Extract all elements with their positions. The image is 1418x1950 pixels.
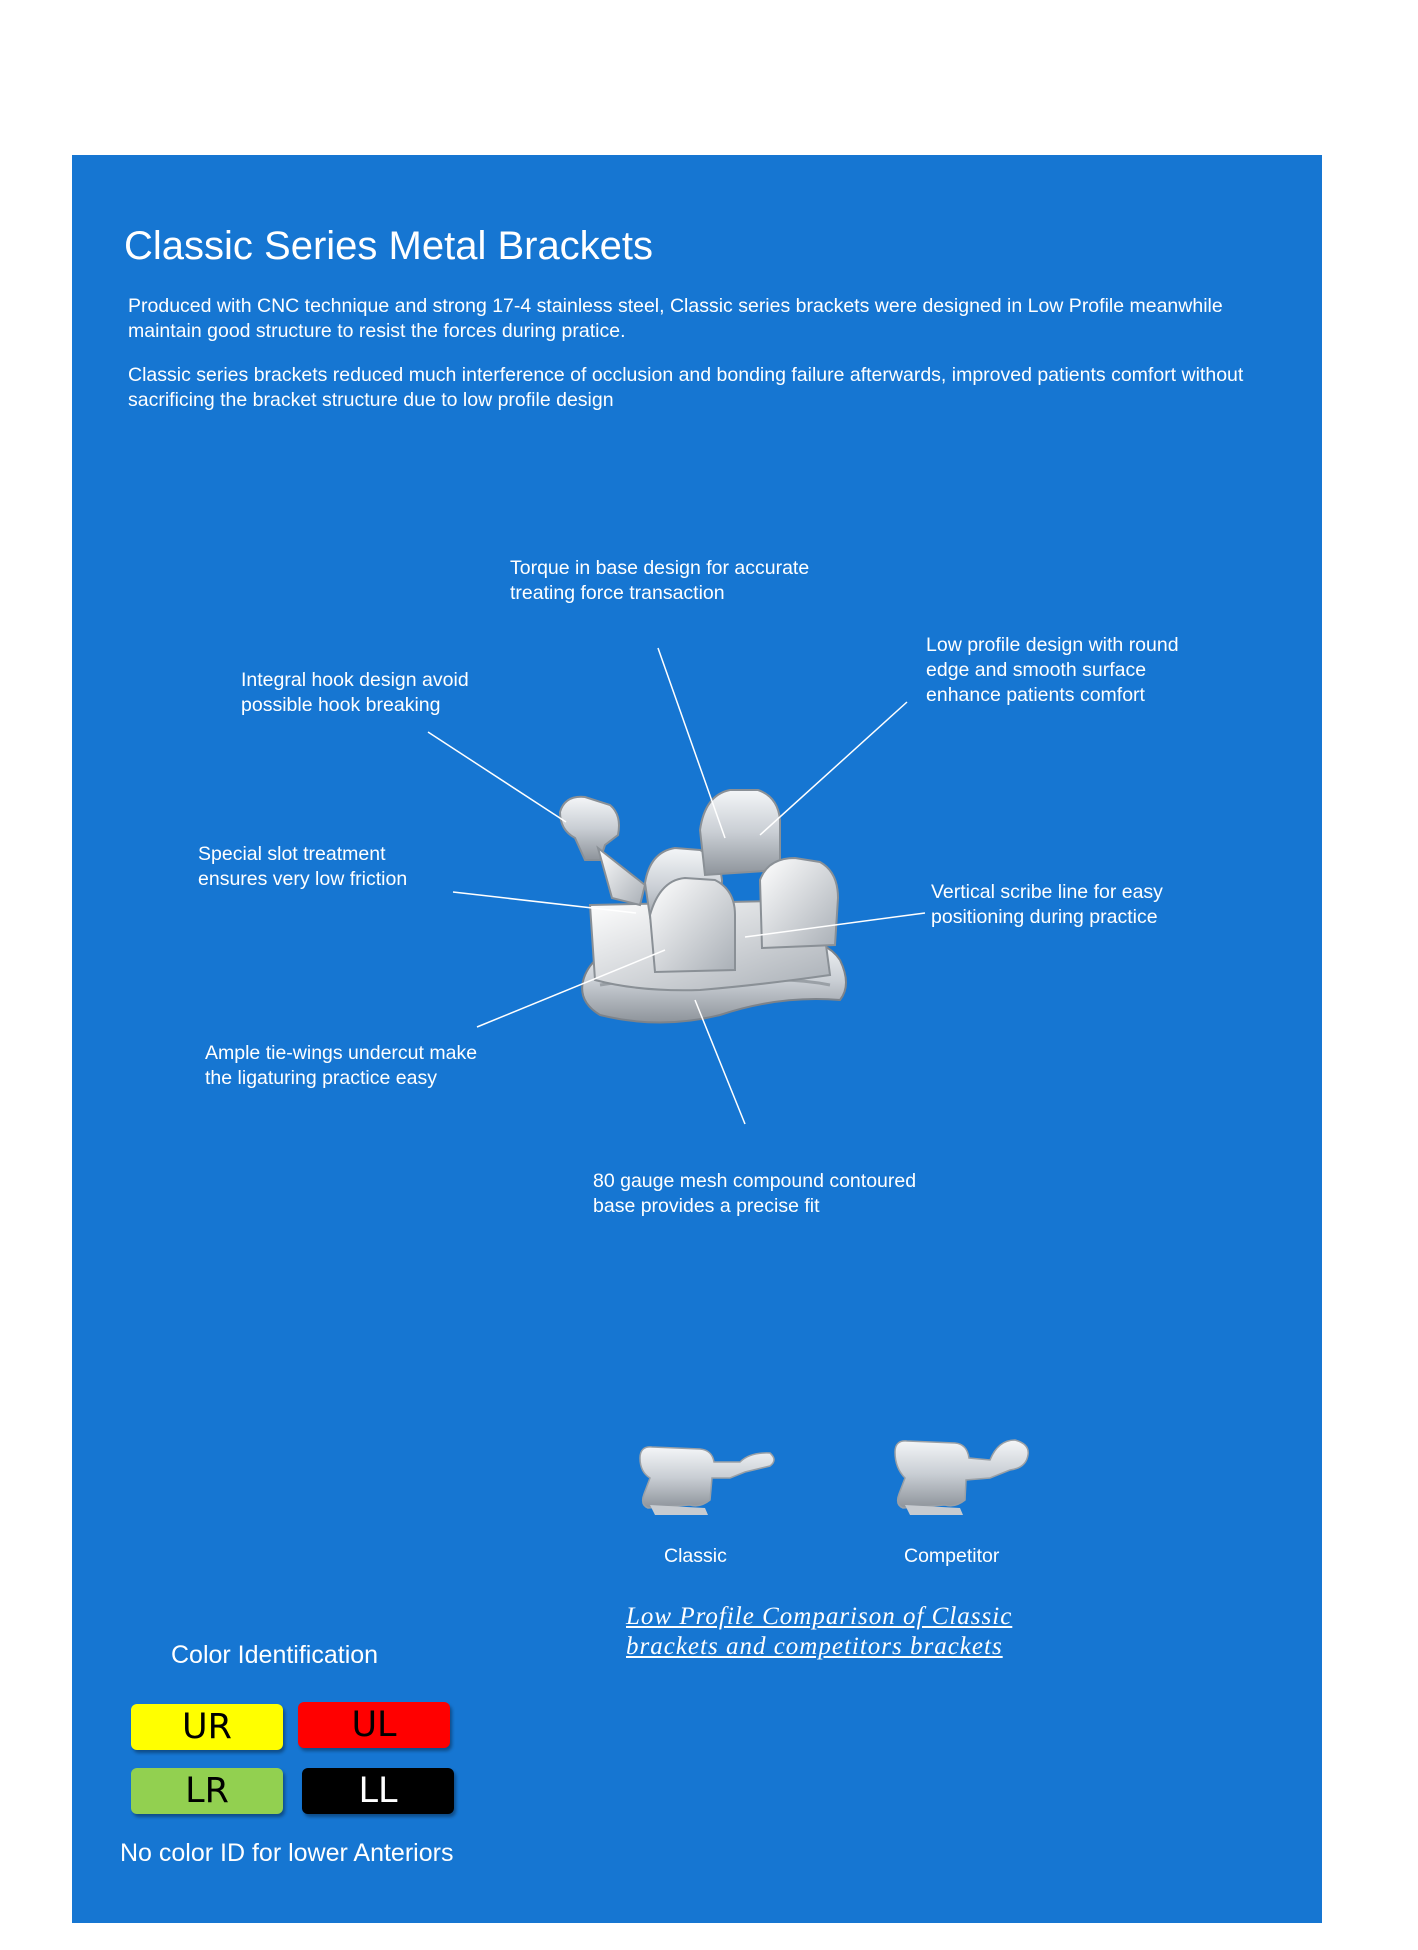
comparison-caption	[626, 1602, 1012, 1662]
tag-ur: UR	[131, 1704, 283, 1750]
callout-integral-hook-line-2: possible hook breaking	[241, 694, 441, 716]
callout-slot-treatment-line-2: ensures very low friction	[198, 868, 408, 890]
intro-paragraph-1: Produced with CNC technique and strong 17-4 stainless steel, Classic series brackets were designed in Low Profile meanwhile maintain good structure to resist the forces during pratice.	[128, 295, 1223, 342]
callout-slot-treatment-line-1: Special slot treatment	[198, 843, 386, 865]
competitor-label: Competitor	[904, 1545, 1000, 1567]
color-id-note: No color ID for lower Anteriors	[120, 1839, 454, 1867]
tag-ll: LL	[302, 1768, 454, 1814]
classic-bracket-image	[640, 1447, 774, 1515]
callout-scribe-line-line-2: positioning during practice	[931, 906, 1158, 928]
tag-lr: LR	[131, 1768, 283, 1814]
classic-label: Classic	[664, 1545, 727, 1567]
comparison-caption-line-1: Low Profile Comparison of Classic	[626, 1603, 1013, 1630]
callout-tie-wings-line-2: the ligaturing practice easy	[205, 1067, 437, 1089]
callout-torque-line-1: Torque in base design for accurate	[510, 557, 810, 579]
callout-mesh-base-line-2: base provides a precise fit	[593, 1195, 820, 1217]
callout-scribe-line-line-1: Vertical scribe line for easy	[931, 881, 1163, 903]
page-title: Classic Series Metal Brackets	[124, 224, 654, 268]
color-identification-heading: Color Identification	[171, 1641, 379, 1669]
bracket-image	[560, 790, 846, 1023]
callout-mesh-base-line-1: 80 gauge mesh compound contoured	[593, 1170, 917, 1192]
callout-integral-hook-line-1: Integral hook design avoid	[241, 669, 469, 691]
tag-ul: UL	[298, 1702, 450, 1748]
competitor-bracket-image	[895, 1440, 1028, 1515]
callout-low-profile-line-1: Low profile design with round	[926, 634, 1179, 656]
callout-torque-line-2: treating force transaction	[510, 582, 725, 604]
intro-paragraph-2: Classic series brackets reduced much interference of occlusion and bonding failure afterwards, improved patients comfort without sacrificing the bracket structure due to low profile design	[128, 364, 1244, 411]
comparison-caption-line-2: brackets and competitors brackets	[626, 1633, 1003, 1660]
callout-low-profile-line-2: edge and smooth surface	[926, 659, 1147, 681]
callout-low-profile-line-3: enhance patients comfort	[926, 684, 1145, 706]
callout-tie-wings-line-1: Ample tie-wings undercut make	[205, 1042, 478, 1064]
